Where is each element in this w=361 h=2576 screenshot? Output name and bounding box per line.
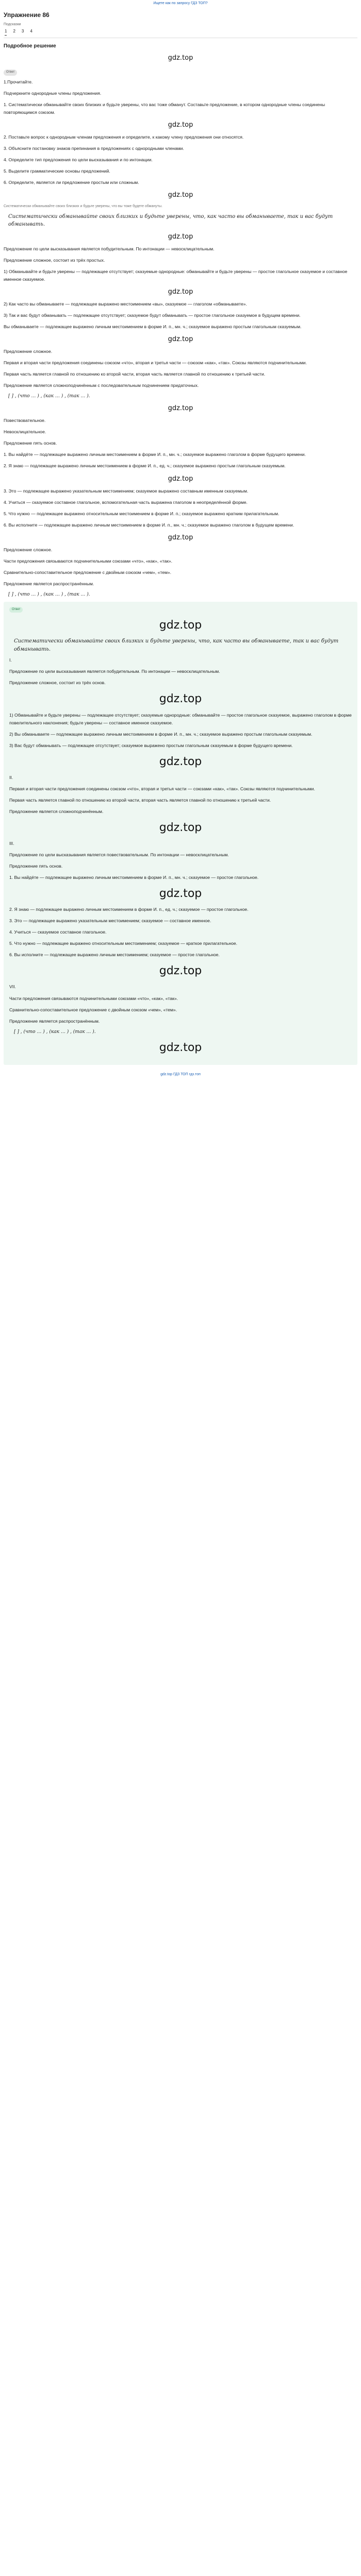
hint-label: Подсказки [4,22,21,26]
paragraph: 2. Поставьте вопрос к однородным членам предложения и определите, к какому члену предложения они относятся. [4,134,244,140]
paragraph: Первая и вторая части предложения соединены союзом «что», вторая и третья части — союзами «как», «так». Союзы являются подчинительными. [9,786,315,791]
paragraph: 1.Прочитайте. [4,79,33,84]
watermark-1: gdz.top [168,54,193,62]
paragraph: II. [9,774,13,780]
answer-badge: Ответ [9,607,23,613]
paragraph: 3) Вас будут обманывать — подлежащее отсутствует; сказуемое выражено простым глагольным сказуемым в форме будущего времени. [9,742,293,748]
handwritten-sentence: Систематически обманывайте своих близких и будьте уверены, что, как часто вы обманываете, так и вас будут обманывать. [14,638,339,652]
paragraph: 1) Обманывайте и будьте уверены — подлежащее отсутствует; сказуемые однородные: обманывайте и будьте уверены — простое глагольное сказуемое и составное именное сказуемое. [4,268,348,282]
list-item: 2. Я знаю — подлежащее выражено личным местоимением в форме И. п., ед. ч.; сказуемое выражено простым глагольным сказуемым. [4,463,286,469]
paragraph: 1) Обманывайте и будьте уверены — подлежащее отсутствует; сказуемые однородные: обманывайте — простое глагольное сказуемое, выражено глаголом в форме повелительного наклонения; будьте уверены — составное именное сказуемое. [9,712,352,725]
page-title: Упражнение 86 [4,11,50,19]
paragraph: 2) Как часто вы обманываете — подлежащее выражено местоимением «вы», сказуемое — глаголом «обманываете». [4,301,247,307]
paragraph: Сравнительно-сопоставительное предложение с двойным союзом «чем», «тем». [9,1007,177,1012]
list-item: 6. Вы исполните — подлежащее выражено личным местоимением в форме И. п., мн. ч.; сказуемое выражено глаголом в будущем времени. [4,522,294,528]
answer-badge: Ответ [4,70,17,75]
paragraph: 3) Так и вас будут обманывать — подлежащее отсутствует; сказуемое будут обманывать — простое глагольное сказуемое в будущем времени. [4,312,301,318]
label: Предложение пять основ. [4,440,57,446]
section-title: Подробное решение [4,43,56,49]
paragraph: 5. Что нужно — подлежащее выражено относительным местоимением; сказуемое — краткое прилагательное. [9,941,238,946]
scheme-formula: [ ] , (что … ) , (как … ) , (так … ). [8,592,90,598]
answer-card [4,602,357,1065]
tabs [5,28,357,35]
paragraph: 6. Определите, является ли предложение простым или сложным. [4,180,139,185]
paragraph: 5. Выделите грамматические основы предложений. [4,168,110,174]
paragraph: Части предложения связываются подчинительными союзами «что», «как», «так». [4,558,173,564]
watermark-9: gdz.top [168,533,193,541]
paragraph: Предложение по цели высказывания является побудительным. По интонации — невосклицательным. [9,669,220,674]
paragraph: 4. Определите тип предложения по цели высказывания и по интонации. [4,157,153,163]
watermark-card-6: gdz.top [159,964,202,978]
paragraph: Сравнительно-сопоставительное предложение с двойным союзом «чем», «тем». [4,569,172,575]
paragraph: 3. Объясните постановку знаков препинания в предложениях с однородными членами. [4,146,184,151]
paragraph: Предложение по цели высказывания является повествовательным. По интонации — невосклицательным. [9,852,229,858]
list-item: 1. Вы найдёте — подлежащее выражено личным местоимением в форме И. п., мн. ч.; сказуемое выражено глаголом в форме будущего времени. [4,452,306,457]
paragraph: Первая и вторая части предложения соединены союзом «что», вторая и третья части — союзом «как», «так». Союзы являются подчинительными. [4,360,307,366]
footer-link[interactable]: gdz.top ГДЗ ТОП гдз.топ [160,1072,201,1076]
list-item: 3. Это — подлежащее выражено указательным местоимением; сказуемое выражено составным именным сказуемым. [4,488,249,494]
paragraph: Вы обманываете — подлежащее выражено личным местоимением в форме И. п., мн. ч.; сказуемое выражено простым глагольным сказуемым. [4,324,302,329]
paragraph: Предложение является сложноподчинённым. [9,808,104,814]
paragraph: I. [9,657,12,663]
watermark-8: gdz.top [168,474,193,483]
paragraph: Предложение является распространённым. [4,581,94,587]
watermark-5: gdz.top [168,287,193,296]
paragraph: 2. Я знаю — подлежащее выражено личным местоимением в форме И. п., ед. ч.; сказуемое — простое глагольное. [9,907,249,912]
paragraph: 1. Систематически обманывайте своих близких и будьте уверены, что вас тоже обманут. Составьте предложение, в котором однородные члены соединены повторяющимся союзом. [4,101,325,115]
paragraph: Предложение сложное, состоит из трёх простых. [4,257,105,263]
small-note: Систематически обманывайте своих близких и будьте уверены, что вы тоже будете обмануты. [4,205,162,209]
watermark-7: gdz.top [168,404,193,413]
label: Предложение сложное. [4,547,53,552]
scheme-formula: [ ] , (что … ) , (как … ) , (так … ). [14,1029,96,1035]
paragraph: Первая часть является главной по отношению ко второй части, вторая часть является главной по отношению к третьей части. [9,797,271,803]
paragraph: Первая часть является главной по отношению ко второй части, вторая часть является главной по отношению к третьей части. [4,371,266,377]
paragraph: Предложение является распространённым. [9,1018,100,1024]
watermark-card-5: gdz.top [159,887,202,901]
label: Предложение сложное. [4,349,53,354]
watermark-6: gdz.top [168,335,193,344]
paragraph: Предложение по цели высказывания является побудительным. По интонации — невосклицательным. [4,246,215,251]
label: Невосклицательное. [4,429,46,435]
paragraph: 1. Вы найдёте — подлежащее выражено личным местоимением в форме И. п., мн. ч.; сказуемое — простое глагольное. [9,875,259,880]
tab-2[interactable]: 2 [13,29,15,34]
watermark-card-3: gdz.top [159,755,202,768]
tab-3[interactable]: 3 [21,29,24,34]
watermark-4: gdz.top [168,232,193,241]
paragraph: 2) Вы обманываете — подлежащее выражено личным местоимением в форме И. п., мн. ч.; сказуемое выражено простым глагольным сказуемым. [9,731,313,737]
paragraph: 3. Это — подлежащее выражено указательным местоимением; сказуемое — составное именное. [9,918,211,924]
watermark-card-4: gdz.top [159,821,202,834]
paragraph: 4. Учиться — сказуемое составное глагольное. [9,929,107,935]
watermark-card-1: gdz.top [159,619,202,632]
handwritten-sentence: Систематически обманывайте своих близких и будьте уверены, что, как часто вы обманываете, так и вас будут обманывать. [8,213,333,228]
paragraph: 6. Вы исполните — подлежащее выражено личным местоимением; сказуемое — простое глагольное. [9,952,220,958]
tab-4[interactable]: 4 [30,29,32,34]
list-item: 4. Учиться — сказуемое составное глагольное, вспомогательная часть выражена глаголом в неопределённой форме. [4,499,248,505]
paragraph: Предложение пять основ. [9,863,63,869]
scheme-formula: [ ] , (что … ) , (как … ) , (так … ). [8,394,90,399]
paragraph: Подчеркните однородные члены предложения. [4,90,102,96]
paragraph: Предложение сложное, состоит из трёх основ. [9,680,106,686]
label: Повествовательное. [4,418,46,423]
paragraph: Предложение является сложноподчинённым с последовательным подчинением придаточных. [4,383,199,388]
tab-1[interactable]: 1 [5,28,7,35]
paragraph: VII. [9,984,16,990]
watermark-3: gdz.top [168,191,193,199]
list-item: 5. Что нужно — подлежащее выражено относительным местоимением в форме И. п.; сказуемое выражено кратким прилагательным. [4,511,280,516]
paragraph: Части предложения связываются подчинительными союзами «что», «как», «так». [9,995,178,1001]
top-link[interactable]: Ищете как по запросу ГДЗ ТОП? [153,2,208,5]
watermark-2: gdz.top [168,121,193,129]
watermark-card-2: gdz.top [159,692,202,706]
page [0,0,361,1080]
paragraph: III. [9,841,14,846]
watermark-card-7: gdz.top [159,1041,202,1054]
